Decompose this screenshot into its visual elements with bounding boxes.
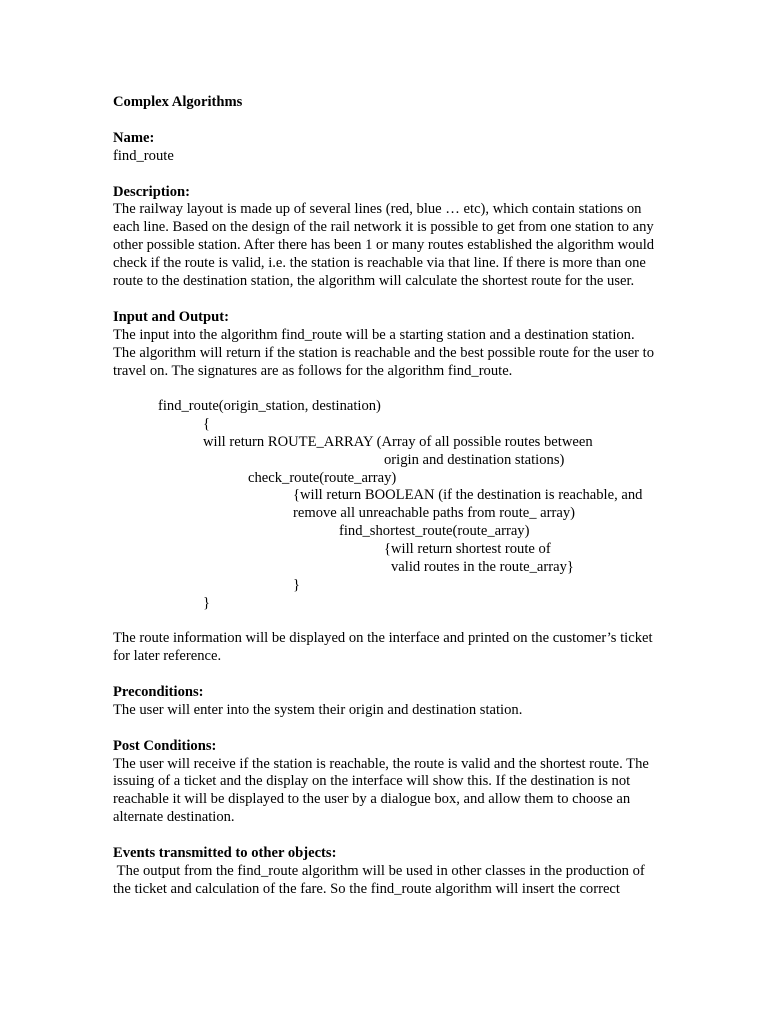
preconditions-text: The user will enter into the system their origin and destination station. [113, 701, 523, 718]
spacer [113, 112, 658, 130]
signature-line: remove all unreachable paths from route_ array) [293, 505, 576, 522]
signature-line: find_shortest_route(route_array) [339, 523, 530, 540]
input-output-heading: Input and Output: [113, 308, 229, 325]
post-conditions-heading: Post Conditions: [113, 737, 217, 754]
document-title: Complex Algorithms [113, 94, 243, 110]
spacer [113, 720, 658, 738]
route-info-text: The route information will be displayed on the interface and printed on the customer’s ticket for later reference. [113, 630, 653, 665]
name-value: find_route [113, 147, 174, 164]
events-text: The output from the find_route algorithm will be used in other classes in the production of the ticket and calculation of the fare. So the find_route algorithm will insert the correct [113, 862, 649, 897]
signature-line: } [203, 595, 211, 612]
spacer [113, 291, 658, 309]
signature-line: will return ROUTE_ARRAY (Array of all possible routes between [203, 434, 593, 451]
spacer [113, 827, 658, 845]
signature-line: {will return BOOLEAN (if the destination is reachable, and [293, 487, 643, 504]
spacer [113, 166, 658, 184]
spacer [113, 666, 658, 684]
spacer [113, 612, 658, 630]
document-page [113, 94, 658, 899]
name-heading: Name: [113, 129, 155, 146]
description-text: The railway layout is made up of several lines (red, blue … etc), which contain stations on each line. Based on the design of the rail network it is possible to get from one station to any other possible station. After there has been 1 or many routes established the algorithm would check if the route is valid, i.e. the station is reachable via that line. If there is more than one route to the destination station, the algorithm will calculate the shortest route for the user. [113, 201, 655, 290]
signature-line: } [293, 577, 301, 594]
signature-line: origin and destination stations) [384, 452, 565, 469]
input-output-text: The input into the algorithm find_route will be a starting station and a destination station. The algorithm will return if the station is reachable and the best possible route for the user to travel on. The signatures are as follows for the algorithm find_route. [113, 326, 655, 379]
signature-line: check_route(route_array) [248, 470, 397, 487]
spacer [113, 380, 658, 398]
signature-line: { [203, 416, 211, 433]
algorithm-signature [113, 398, 673, 612]
signature-line: {will return shortest route of [384, 541, 551, 558]
preconditions-heading: Preconditions: [113, 683, 204, 700]
signature-line: find_route(origin_station, destination) [158, 398, 381, 415]
signature-line: valid routes in the route_array} [391, 559, 574, 576]
events-heading: Events transmitted to other objects: [113, 845, 337, 862]
post-conditions-text: The user will receive if the station is reachable, the route is valid and the shortest route. The issuing of a ticket and the display on the interface will show this. If the destination is not reachable it will be displayed to the user by a dialogue box, and allow them to choose an alternate destination. [113, 755, 649, 826]
description-heading: Description: [113, 183, 191, 200]
